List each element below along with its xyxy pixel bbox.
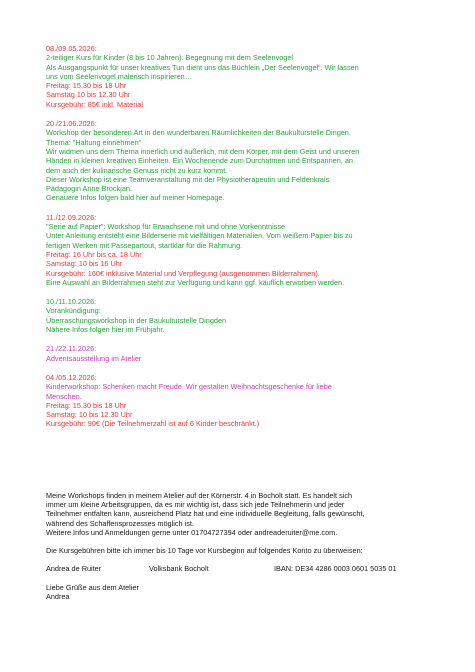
account-holder: Andrea de Ruiter: [46, 564, 102, 574]
event-text-line: 2-teiliger Kurs für Kinder (8 bis 10 Jahren): Begegnung mit dem Seelenvogel: [46, 53, 294, 63]
event-text-line: dem auch der kulinarische Genuss nicht zu kurz kommt.: [46, 165, 228, 175]
event-text-line: fertigen Werken mit Passepartout, startklar für die Rahmung.: [46, 240, 243, 250]
event-date: 20./21.06.2026:: [46, 119, 97, 129]
event-text-line: Menschen.: [46, 391, 82, 401]
event-text-line: Als Ausgangspunkt für unser kreatives Tun dient uns das Büchlein „Der Seelenvogel“. Wir lassen: [46, 62, 359, 72]
event-text-line: uns vom Seelenvogel malerisch inspirieren…: [46, 71, 193, 81]
event-date: 04./05.12.2026:: [46, 372, 97, 382]
info-line: immer um kleine Arbeitsgruppen, da es mir wichtig ist, dass sich jede Teilnehmerin und jeder: [46, 499, 345, 509]
event-text-line: Dieser Workshop ist eine Teamveranstaltung mit der Physiotherapeutin und Feldenkrais: [46, 174, 330, 184]
info-line: Teilnehmer entfalten kann, ausreichend Platz hat und eine individuelle Begleitung, falls gewünscht,: [46, 509, 365, 519]
event-block: [46, 119, 436, 203]
event-text-line: Vorankündigung:: [46, 306, 101, 316]
info-section: [46, 491, 436, 602]
bank-name: Volksbank Bocholt: [149, 564, 209, 574]
event-block: [46, 373, 436, 429]
event-block: [46, 344, 436, 363]
event-text-line: Freitag: 15.30 bis 18 Uhr: [46, 400, 127, 410]
event-date: 21./22.11.2026:: [46, 344, 97, 354]
event-text-line: Samstag: 10 bis 16 Uhr: [46, 259, 123, 269]
event-text-line: Samstag: 10 bis 12.30 Uhr: [46, 410, 133, 420]
event-text-line: "Serie auf Papier": Workshop für Erwachsene mit und ohne Vorkenntnisse: [46, 222, 286, 232]
event-text-line: Pädagogin Anne Brockjan.: [46, 184, 133, 194]
event-text-line: Samstag 10 bis 12.30 Uhr: [46, 90, 131, 100]
event-text-line: Händen in kleinen kreativen Einheiten. Ein Wochenende zum Durchatmen und Entspannen, an: [46, 156, 353, 166]
document-page: [46, 44, 436, 601]
event-text-line: Kinderworkshop: Schenken macht Freude. Wir gestalten Weihnachtsgeschenke für liebe: [46, 382, 332, 392]
event-text-line: Freitag: 16 Uhr bis ca. 18 Uhr: [46, 249, 142, 259]
info-line: während des Schaffensprozesses möglich ist.: [46, 518, 194, 528]
event-text-line: Kursgebühr: 160€ inklusive Material und Verpflegung (ausgenommen Bilderrahmen).: [46, 268, 320, 278]
event-text-line: Kursgebühr: 85€ inkl. Material: [46, 99, 143, 109]
iban: IBAN: DE34 4286 0003 0601 5035 01: [274, 564, 397, 574]
event-date: 11./12.09.2026:: [46, 212, 97, 222]
closing-greeting: Liebe Grüße aus dem Atelier: [46, 582, 139, 592]
event-text-line: Unter Anleitung entsteht eine Bilderserie mit vielfältigen Materialien. Vom weißem Papier bis zu: [46, 231, 353, 241]
signature: Andrea: [46, 592, 70, 602]
events-list: [46, 44, 436, 429]
event-block: [46, 213, 436, 287]
event-text-line: Wir widmen uns dem Thema innerlich und äußerlich, mit dem Körper, mit dem Geist und unseren: [46, 146, 360, 156]
info-paragraph: [46, 491, 436, 537]
event-date: 08./09.05.2026:: [46, 44, 97, 53]
info-line: Weitere Infos und Anmeldungen gerne unter 01704727394 oder andreaderuiter@me.com.: [46, 527, 338, 537]
event-text-line: Adventsausstellung im Atelier: [46, 353, 142, 363]
event-text-line: Eine Auswahl an Bilderrahmen steht zur Verfügung und kann ggf. käuflich erworben werden.: [46, 277, 345, 287]
event-text-line: Workshop der besonderen Art in den wunderbaren Räumlichkeiten der Baukulturstelle Dingen.: [46, 128, 351, 138]
event-text-line: Thema: "Haltung einnehmen": [46, 137, 142, 147]
payment-note: Die Kursgebühren bitte ich immer bis 10 Tage vor Kursbeginn auf folgendes Konto zu überweisen:: [46, 546, 363, 556]
event-text-line: Überraschungsworkshop in der Baukulturstelle Dingden: [46, 315, 227, 325]
event-block: [46, 44, 436, 109]
event-text-line: Nähere Infos folgen hier im Frühjahr.: [46, 325, 165, 335]
event-text-line: Freitag: 15.30 bis 18 Uhr: [46, 81, 127, 91]
event-date: 10./11.10.2026:: [46, 297, 97, 307]
info-line: Meine Workshops finden in meinem Atelier auf der Körnerstr. 4 in Bocholt statt. Es handelt sich: [46, 490, 353, 500]
bank-details: [46, 564, 426, 573]
event-block: [46, 297, 436, 334]
event-text-line: Kursgebühr: 90€ (Die Teilnehmerzahl ist auf 6 Kinder beschränkt.): [46, 419, 260, 429]
event-text-line: Genauere Infos folgen bald hier auf meiner Homepage.: [46, 193, 225, 203]
